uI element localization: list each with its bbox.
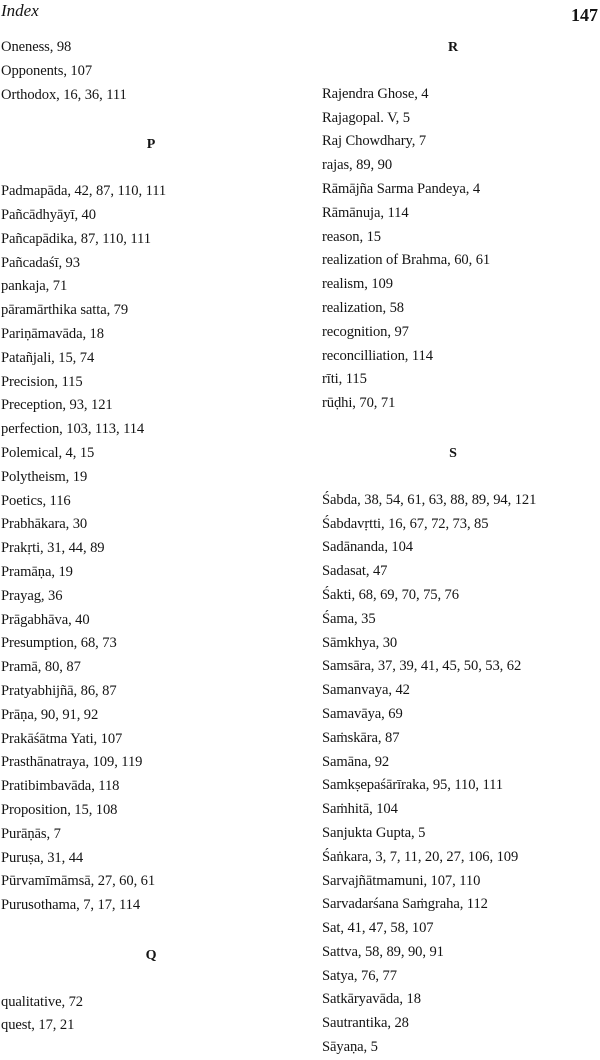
- index-entry: Sautrantika, 28: [322, 1015, 409, 1032]
- running-head: Index: [1, 1, 39, 20]
- index-entry: Sarvadarśana Saṁgraha, 112: [322, 896, 488, 913]
- index-entry: Pañcadaśī, 93: [1, 254, 80, 271]
- index-section: [322, 442, 600, 1060]
- index-entry: Puruṣa, 31, 44: [1, 849, 84, 866]
- index-entry: Sarvajñātmamuni, 107, 110: [322, 872, 481, 889]
- index-entry: reconcilliation, 114: [322, 347, 433, 364]
- index-entry: realization, 58: [322, 299, 404, 316]
- section-letter-heading: S: [449, 445, 457, 461]
- index-entry: Polytheism, 19: [1, 468, 88, 485]
- index-entry: Pramā, 80, 87: [1, 659, 81, 676]
- section-letter-heading: Q: [145, 947, 157, 963]
- index-entry: Samsāra, 37, 39, 41, 45, 50, 53, 62: [322, 658, 522, 675]
- index-entry: Sāyaṇa, 5: [322, 1039, 378, 1056]
- index-entry: Opponents, 107: [1, 62, 93, 79]
- index-entry: Sadasat, 47: [322, 563, 388, 580]
- index-entry: Samanvaya, 42: [322, 682, 410, 699]
- index-entry: Pūrvamīmāmsā, 27, 60, 61: [1, 873, 156, 890]
- index-entry: Rāmājña Sarma Pandeya, 4: [322, 180, 481, 197]
- index-entry: Saṁhitā, 104: [322, 801, 398, 818]
- section-letter-heading: R: [447, 40, 458, 55]
- index-entry: realism, 109: [322, 276, 393, 293]
- index-entry: Prakāśātma Yati, 107: [1, 730, 123, 747]
- index-entry: Presumption, 68, 73: [1, 635, 117, 652]
- index-entry: Preception, 93, 121: [1, 397, 113, 414]
- index-entry: Rāmānuja, 114: [322, 204, 409, 221]
- index-section: [1, 944, 291, 1038]
- index-section: [1, 133, 291, 918]
- index-entry: Prāṇa, 90, 91, 92: [1, 706, 99, 723]
- index-entry: Pañcādhyāyī, 40: [1, 206, 96, 223]
- index-entry: quest, 17, 21: [1, 1017, 75, 1034]
- index-column-left: [1, 36, 291, 1038]
- index-entry: Sadānanda, 104: [322, 539, 414, 556]
- index-entry: reason, 15: [322, 228, 381, 245]
- index-entry: Padmapāda, 42, 87, 110, 111: [1, 183, 167, 200]
- section-letter-heading: P: [146, 137, 156, 153]
- index-entry: Śakti, 68, 69, 70, 75, 76: [322, 586, 459, 603]
- index-entry: Sanjukta Gupta, 5: [322, 824, 426, 841]
- index-entry: Oneness, 98: [1, 39, 72, 55]
- index-entry: Polemical, 4, 15: [1, 444, 95, 461]
- index-entry: recognition, 97: [322, 323, 409, 340]
- index-entry: Prakṛti, 31, 44, 89: [1, 540, 105, 557]
- index-entry: Prāgabhāva, 40: [1, 611, 90, 628]
- index-entry: Satya, 76, 77: [322, 967, 397, 984]
- index-entry: pankaja, 71: [1, 278, 68, 295]
- index-entry: Pratibimbavāda, 118: [1, 778, 120, 795]
- index-entry: pāramārthika satta, 79: [1, 302, 129, 319]
- index-entry: rīti, 115: [322, 371, 367, 388]
- index-column-right: [322, 40, 600, 1060]
- index-entry: Sat, 41, 47, 58, 107: [322, 920, 434, 937]
- index-entry: Pañcapādika, 87, 110, 111: [1, 230, 151, 247]
- index-entry: Purusothama, 7, 17, 114: [1, 897, 141, 914]
- index-entry: Sāmkhya, 30: [322, 634, 398, 651]
- page-number: 147: [571, 5, 598, 25]
- index-entry: Poetics, 116: [1, 492, 71, 509]
- index-entry: Patañjali, 15, 74: [1, 349, 95, 366]
- index-entry: Rajendra Ghose, 4: [322, 85, 429, 102]
- index-entry: Śabda, 38, 54, 61, 63, 88, 89, 94, 121: [322, 491, 537, 508]
- index-section: [322, 36, 600, 416]
- index-entry: Samkṣepaśārīraka, 95, 110, 111: [322, 777, 503, 794]
- index-entry: Sattva, 58, 89, 90, 91: [322, 943, 444, 960]
- index-entry: realization of Brahma, 60, 61: [322, 252, 491, 269]
- index-entry: Precision, 115: [1, 373, 83, 390]
- index-entry: Śama, 35: [322, 610, 376, 627]
- index-entry: Pariṇāmavāda, 18: [1, 325, 104, 342]
- index-entry: Rajagopal. V, 5: [322, 109, 410, 126]
- index-section: [1, 36, 291, 107]
- index-entry: rajas, 89, 90: [322, 157, 393, 174]
- index-entry: rūḍhi, 70, 71: [322, 395, 396, 412]
- index-entry: Samāna, 92: [322, 753, 390, 770]
- index-entry: Purāṇās, 7: [1, 825, 61, 842]
- index-entry: Samavāya, 69: [322, 705, 403, 722]
- index-entry: Pratyabhijñā, 86, 87: [1, 682, 117, 699]
- index-entry: Orthodox, 16, 36, 111: [1, 86, 127, 103]
- index-entry: Proposition, 15, 108: [1, 801, 118, 818]
- index-entry: Saṁskāra, 87: [322, 729, 400, 746]
- index-entry: Śaṅkara, 3, 7, 11, 20, 27, 106, 109: [322, 848, 519, 865]
- index-entry: Satkāryavāda, 18: [322, 991, 421, 1008]
- index-entry: Raj Chowdhary, 7: [322, 133, 427, 150]
- index-entry: Prayag, 36: [1, 587, 63, 604]
- index-entry: Prasthānatraya, 109, 119: [1, 754, 143, 771]
- index-entry: Pramāṇa, 19: [1, 563, 73, 580]
- index-entry: perfection, 103, 113, 114: [1, 421, 145, 438]
- index-entry: Prabhākara, 30: [1, 516, 88, 533]
- index-entry: qualitative, 72: [1, 993, 83, 1010]
- index-entry: Śabdavṛtti, 16, 67, 72, 73, 85: [322, 515, 489, 532]
